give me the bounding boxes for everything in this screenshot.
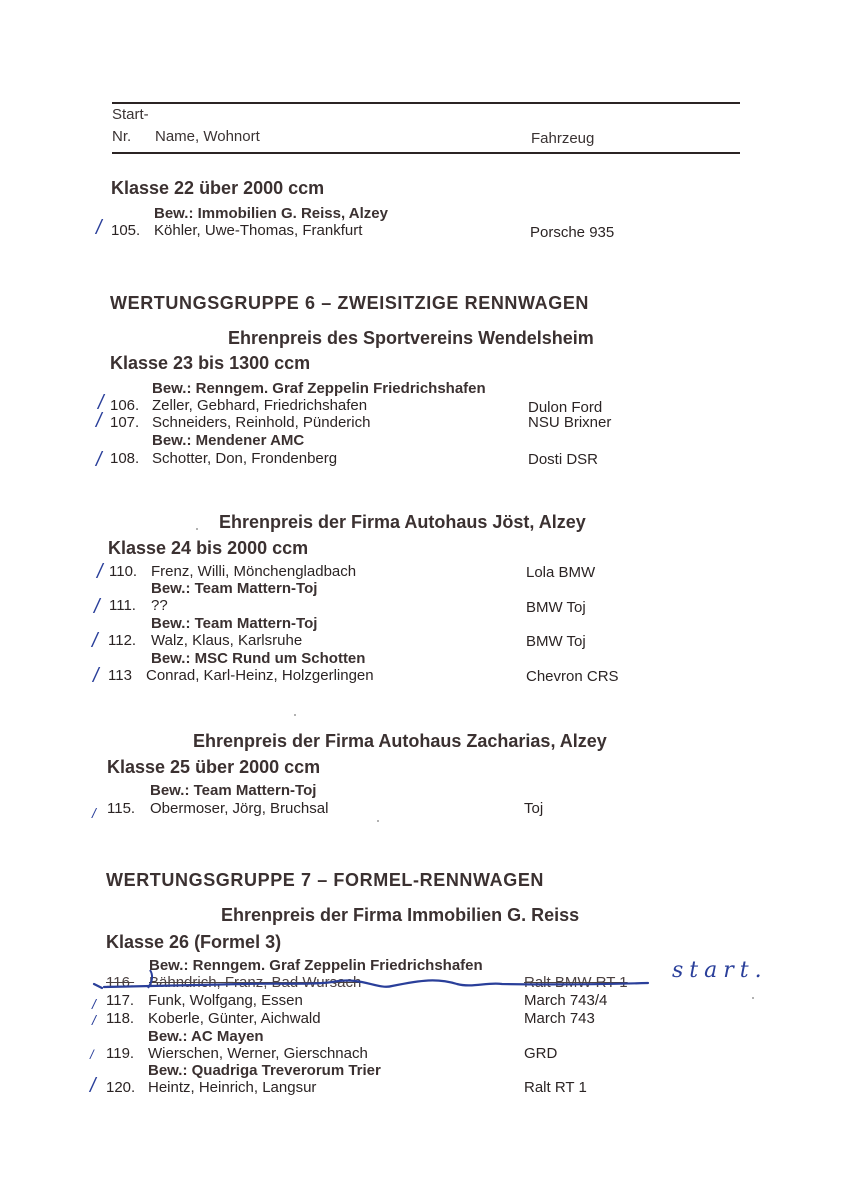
start-number: 108. [110,450,140,467]
wertungsgruppe-6-heading: WERTUNGSGRUPPE 6 – ZWEISITZIGE RENNWAGEN [110,293,590,313]
klasse-22-heading: Klasse 22 über 2000 ccm [111,178,325,198]
header-nr-label: Nr. [112,128,132,145]
driver-name: Obermoser, Jörg, Bruchsal [150,800,329,817]
driver-name: Funk, Wolfgang, Essen [148,992,303,1009]
entrant-team-label: Bew.: Immobilien G. Reiss, Alzey [154,205,388,222]
vehicle-name: BMW Toj [526,599,586,616]
entry-row-119 [0,1045,844,1065]
entry-row-111 [0,597,844,617]
entrant-team-label: Bew.: Team Mattern-Toj [151,580,318,597]
header-start-label: Start- [112,106,149,123]
entrant-team-label: Bew.: Team Mattern-Toj [150,782,317,799]
start-number: 116. [106,974,135,991]
entrant-team-label: Bew.: Mendener AMC [152,432,305,449]
check-mark-icon: / [96,410,102,432]
driver-name: Wierschen, Werner, Gierschnach [148,1045,368,1062]
vehicle-name: BMW Toj [526,633,586,650]
entry-row-115 [0,800,844,820]
check-mark-icon: / [90,1075,96,1097]
entrant-team-label: Bew.: MSC Rund um Schotten [151,650,366,667]
header-vehicle-column: Fahrzeug [531,130,595,147]
start-number: 120. [106,1079,136,1096]
entry-row-107 [0,414,844,434]
paper-speck [196,528,198,530]
driver-name: Frenz, Willi, Mönchengladbach [151,563,357,580]
entry-row-118 [0,1010,844,1030]
start-number: 119. [106,1045,135,1062]
check-mark-icon: / [98,392,104,414]
header-top-rule [112,102,740,104]
vehicle-name: Dulon Ford [528,399,603,416]
entry-row-113 [0,667,844,687]
check-mark-icon: / [93,665,99,687]
start-number: 115. [107,800,136,817]
vehicle-name: Toj [524,800,544,817]
prize-heading-immobilien-reiss: Ehrenpreis der Firma Immobilien G. Reiss [221,905,580,925]
wertungsgruppe-7-heading: WERTUNGSGRUPPE 7 – FORMEL-RENNWAGEN [106,870,545,890]
vehicle-name: Ralt BMW RT 1 [524,974,628,991]
prize-heading-joest: Ehrenpreis der Firma Autohaus Jöst, Alzey [219,512,586,532]
vehicle-name: GRD [524,1045,558,1062]
driver-name: Schotter, Don, Frondenberg [152,450,338,467]
vehicle-name: NSU Brixner [528,414,612,431]
entry-row-112 [0,632,844,652]
paper-speck [377,820,379,822]
vehicle-name: March 743/4 [524,992,608,1009]
check-mark-icon: / [92,1012,96,1028]
vehicle-name: March 743 [524,1010,595,1027]
klasse-26-heading: Klasse 26 (Formel 3) [106,932,282,952]
prize-heading-wendelsheim: Ehrenpreis des Sportvereins Wendelsheim [228,328,594,348]
start-number: 111. [109,597,136,614]
start-number: 113 [108,667,132,684]
check-mark-icon: / [92,996,96,1012]
start-number: 106. [110,397,140,414]
driver-name: Heintz, Heinrich, Langsur [148,1079,317,1096]
check-mark-icon: / [92,630,98,652]
header-name-column: Name, Wohnort [155,128,260,145]
vehicle-name: Chevron CRS [526,668,619,685]
start-number: 117. [106,992,135,1009]
driver-name: Zeller, Gebhard, Friedrichshafen [152,397,368,414]
start-number: 110. [109,563,138,580]
prize-heading-zacharias: Ehrenpreis der Firma Autohaus Zacharias, Alzey [193,731,607,751]
check-mark-icon: / [92,805,96,821]
check-mark-icon: / [97,561,103,583]
entry-row-105 [0,222,844,242]
vehicle-name: Porsche 935 [530,224,615,241]
driver-name: ?? [151,597,168,614]
paper-speck [294,714,296,716]
klasse-25-heading: Klasse 25 über 2000 ccm [107,757,321,777]
driver-name: Conrad, Karl-Heinz, Holzgerlingen [146,667,374,684]
vehicle-name: Lola BMW [526,564,596,581]
start-number: 105. [111,222,141,239]
driver-name: Walz, Klaus, Karlsruhe [151,632,303,649]
entrant-team-label: Bew.: AC Mayen [148,1028,264,1045]
entry-row-108 [0,450,844,470]
vehicle-name: Ralt RT 1 [524,1079,587,1096]
entrant-team-label: Bew.: Renngem. Graf Zeppelin Friedrichshafen [152,380,486,397]
driver-name: Köhler, Uwe-Thomas, Frankfurt [154,222,363,239]
entry-row-110 [0,563,844,583]
entrant-team-label: Bew.: Team Mattern-Toj [151,615,318,632]
driver-name: Koberle, Günter, Aichwald [148,1010,321,1027]
header-bottom-rule [112,152,740,154]
check-mark-icon: / [90,1047,94,1062]
klasse-24-heading: Klasse 24 bis 2000 ccm [108,538,309,558]
entrant-team-label: Bew.: Quadriga Treverorum Trier [148,1062,381,1079]
start-number: 112. [108,632,137,649]
check-mark-icon: / [94,596,100,618]
handwritten-start-note: start. [672,958,768,983]
driver-name: Schneiders, Reinhold, Pünderich [152,414,371,431]
check-mark-icon: / [96,449,102,471]
vehicle-name: Dosti DSR [528,451,599,468]
entry-row-120 [0,1079,844,1099]
check-mark-icon: / [96,217,102,239]
start-number: 118. [106,1010,135,1027]
driver-name: Bähndrich, Franz, Bad Wursach [149,974,362,991]
entrant-team-label: Bew.: Renngem. Graf Zeppelin Friedrichshafen [149,957,483,974]
klasse-23-heading: Klasse 23 bis 1300 ccm [110,353,311,373]
start-number: 107. [110,414,140,431]
entry-row-117 [0,992,844,1012]
